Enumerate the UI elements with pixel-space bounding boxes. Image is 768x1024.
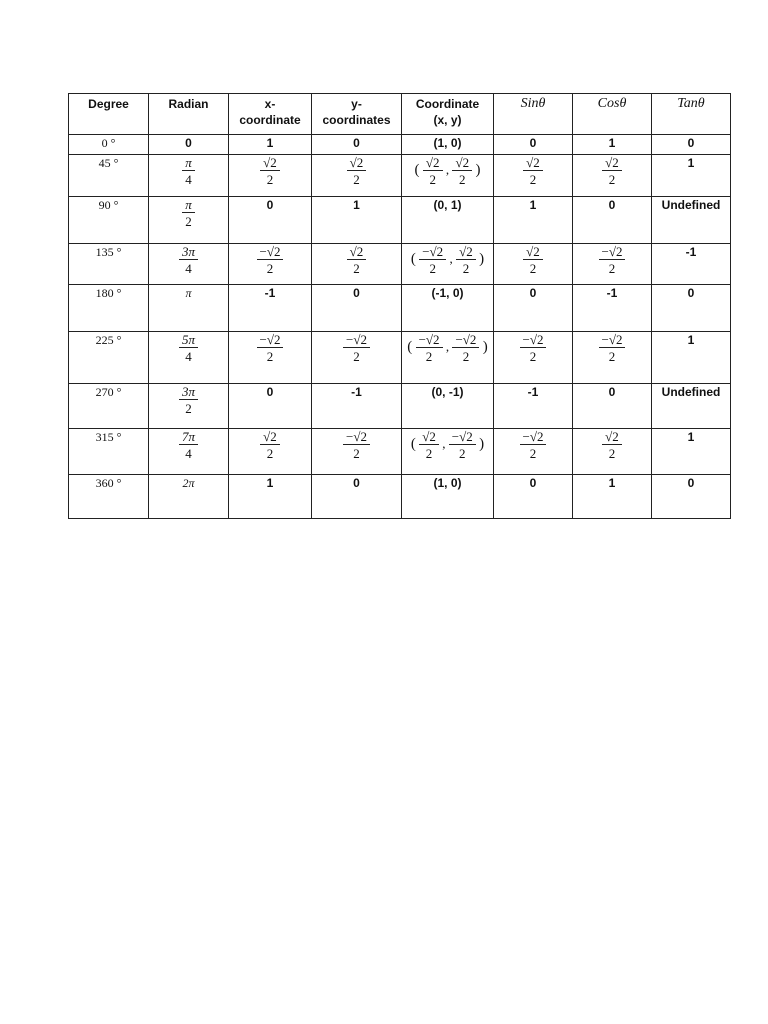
frac-denominator: 2 [429,172,436,187]
header-radian: Radian [149,94,229,135]
frac-numerator: √2 [260,155,280,171]
coord-x-fraction [419,429,439,461]
header-coordinate [402,94,494,135]
coordinate-pair [410,244,485,276]
table-row [69,285,731,332]
frac-numerator: √2 [423,155,443,171]
frac-denominator: 2 [608,261,616,276]
cell-cos: 1 [573,135,652,155]
cell-sin: 0 [494,285,573,332]
frac-denominator: 2 [529,349,537,364]
table-row [69,429,731,475]
cell-tan: 1 [652,429,731,475]
cell-degree: 225 ° [69,332,149,384]
radian-fraction [182,155,195,187]
cell-radian [149,332,229,384]
frac-numerator: −√2 [343,332,370,348]
cell-degree: 360 ° [69,475,149,519]
close-paren: ) [482,339,488,355]
cell-sin [494,244,573,285]
frac-numerator: −√2 [419,244,446,260]
frac-denominator: 2 [608,446,616,461]
cell-coordinate [402,332,494,384]
cell-cos [573,244,652,285]
frac-denominator: 2 [529,172,537,187]
frac-denominator: 2 [185,214,192,229]
frac-numerator: 3π [179,244,198,260]
frac-denominator: 2 [353,446,360,461]
header-y-line2: coordinates [322,113,391,127]
frac-denominator: 4 [185,446,192,461]
cell-coordinate [402,244,494,285]
frac-denominator: 2 [425,349,433,364]
cell-tan: 0 [652,475,731,519]
y-fraction [347,155,367,187]
cell-x [229,429,312,475]
table-row [69,332,731,384]
frac-denominator: 2 [266,172,274,187]
header-row [69,94,731,135]
frac-numerator: √2 [602,155,622,171]
frac-numerator: −√2 [449,429,476,445]
comma: , [442,436,446,451]
x-fraction [257,244,284,276]
sin-fraction [520,332,547,364]
cell-radian: 0 [149,135,229,155]
table-row [69,135,731,155]
radian-fraction [179,332,198,364]
cell-radian: 2π [149,475,229,519]
cell-y: 0 [312,475,402,519]
cell-y [312,429,402,475]
radian-fraction [182,197,195,229]
cell-tan: 0 [652,285,731,332]
radian-fraction [179,384,198,416]
cell-coordinate: (0, 1) [402,197,494,244]
cos-fraction [602,155,622,187]
cell-radian [149,155,229,197]
frac-numerator: −√2 [257,332,284,348]
frac-denominator: 2 [266,446,274,461]
cell-cos: 0 [573,384,652,429]
cell-x: 1 [229,135,312,155]
sin-fraction [523,244,543,276]
comma: , [449,251,453,266]
frac-numerator: π [182,155,195,171]
cell-radian [149,197,229,244]
cell-x: 1 [229,475,312,519]
frac-denominator: 4 [185,349,192,364]
header-tan: Tanθ [652,94,731,135]
frac-numerator: −√2 [520,332,547,348]
x-fraction [260,429,280,461]
open-paren: ( [410,436,416,452]
radian-fraction [179,429,198,461]
cell-coordinate: (1, 0) [402,135,494,155]
frac-denominator: 2 [608,172,616,187]
cell-radian [149,384,229,429]
frac-denominator: 2 [353,349,360,364]
coord-y-fraction [452,155,472,187]
frac-denominator: 2 [429,261,436,276]
frac-denominator: 4 [185,261,192,276]
coordinate-pair [410,429,485,461]
radian-fraction [179,244,198,276]
table-row [69,475,731,519]
cell-y: 0 [312,285,402,332]
header-y-coordinates [312,94,402,135]
coord-y-fraction [456,244,476,276]
cos-fraction [599,332,626,364]
cell-tan: Undefined [652,384,731,429]
cell-radian: π [149,285,229,332]
cell-degree: 90 ° [69,197,149,244]
cell-sin: -1 [494,384,573,429]
sin-fraction [520,429,547,461]
frac-numerator: −√2 [452,332,479,348]
header-x-line1: x- [264,97,276,111]
cell-y [312,244,402,285]
coordinate-pair [414,155,481,187]
cell-sin: 1 [494,197,573,244]
frac-numerator: √2 [452,155,472,171]
frac-denominator: 2 [266,261,274,276]
coordinate-pair [407,332,488,364]
frac-denominator: 2 [529,261,537,276]
cell-coordinate [402,429,494,475]
frac-numerator: √2 [260,429,280,445]
cell-tan: 0 [652,135,731,155]
cell-degree: 45 ° [69,155,149,197]
frac-denominator: 2 [185,401,192,416]
frac-numerator: −√2 [257,244,284,260]
coord-x-fraction [416,332,443,364]
cell-sin: 0 [494,135,573,155]
frac-denominator: 2 [353,261,360,276]
header-x-line2: coordinate [239,113,301,127]
open-paren: ( [410,251,416,267]
frac-denominator: 2 [459,172,466,187]
sin-fraction [523,155,543,187]
coord-x-fraction [423,155,443,187]
cos-fraction [602,429,622,461]
cell-degree: 0 ° [69,135,149,155]
header-sin: Sinθ [494,94,573,135]
frac-numerator: √2 [419,429,439,445]
frac-numerator: −√2 [520,429,547,445]
cell-x: 0 [229,384,312,429]
cell-cos: 0 [573,197,652,244]
frac-denominator: 2 [462,261,470,276]
frac-numerator: √2 [523,244,543,260]
cell-cos [573,429,652,475]
frac-numerator: −√2 [599,244,626,260]
frac-numerator: −√2 [343,429,370,445]
cell-coordinate: (1, 0) [402,475,494,519]
cell-coordinate [402,155,494,197]
cell-y: -1 [312,384,402,429]
x-fraction [257,332,284,364]
cell-sin: 0 [494,475,573,519]
frac-denominator: 2 [529,446,537,461]
cell-cos: -1 [573,285,652,332]
cell-y [312,155,402,197]
header-x-coordinate [229,94,312,135]
close-paren: ) [479,251,485,267]
frac-numerator: 5π [179,332,198,348]
cell-coordinate: (0, -1) [402,384,494,429]
table-row [69,244,731,285]
coord-x-fraction [419,244,446,276]
open-paren: ( [407,339,413,355]
cell-y: 0 [312,135,402,155]
cell-radian [149,429,229,475]
header-degree: Degree [69,94,149,135]
cell-coordinate: (-1, 0) [402,285,494,332]
frac-denominator: 2 [266,349,274,364]
frac-numerator: √2 [456,244,476,260]
cell-cos [573,155,652,197]
cell-x: 0 [229,197,312,244]
header-cos: Cosθ [573,94,652,135]
cell-tan: Undefined [652,197,731,244]
cell-tan: -1 [652,244,731,285]
frac-numerator: −√2 [416,332,443,348]
close-paren: ) [475,162,481,178]
cell-sin [494,429,573,475]
cell-sin [494,332,573,384]
cell-degree: 270 ° [69,384,149,429]
cell-cos: 1 [573,475,652,519]
cell-x [229,155,312,197]
cell-x: -1 [229,285,312,332]
frac-denominator: 2 [425,446,433,461]
open-paren: ( [414,162,420,178]
frac-numerator: √2 [602,429,622,445]
header-coord-line2: (x, y) [433,113,462,127]
cell-degree: 315 ° [69,429,149,475]
y-fraction [347,244,367,276]
cell-tan: 1 [652,332,731,384]
comma: , [445,339,450,354]
y-fraction [343,429,370,461]
frac-denominator: 2 [608,349,616,364]
frac-numerator: 7π [179,429,198,445]
frac-numerator: 3π [179,384,198,400]
cell-degree: 180 ° [69,285,149,332]
frac-numerator: −√2 [599,332,626,348]
cell-cos [573,332,652,384]
y-fraction [343,332,370,364]
frac-denominator: 2 [459,446,466,461]
close-paren: ) [479,436,485,452]
cell-radian [149,244,229,285]
trig-table [68,93,731,519]
cos-fraction [599,244,626,276]
header-y-line1: y- [351,97,362,111]
table-row [69,384,731,429]
cell-tan: 1 [652,155,731,197]
frac-numerator: √2 [347,244,367,260]
x-fraction [260,155,280,187]
frac-numerator: √2 [347,155,367,171]
table-row [69,155,731,197]
frac-numerator: π [182,197,195,213]
coord-y-fraction [449,429,476,461]
comma: , [445,162,450,177]
cell-x [229,244,312,285]
frac-denominator: 2 [462,349,470,364]
cell-sin [494,155,573,197]
frac-denominator: 4 [185,172,192,187]
cell-degree: 135 ° [69,244,149,285]
header-coord-line1: Coordinate [415,97,480,111]
coord-y-fraction [452,332,479,364]
frac-numerator: √2 [523,155,543,171]
table-row [69,197,731,244]
frac-denominator: 2 [353,172,360,187]
cell-x [229,332,312,384]
cell-y [312,332,402,384]
cell-y: 1 [312,197,402,244]
